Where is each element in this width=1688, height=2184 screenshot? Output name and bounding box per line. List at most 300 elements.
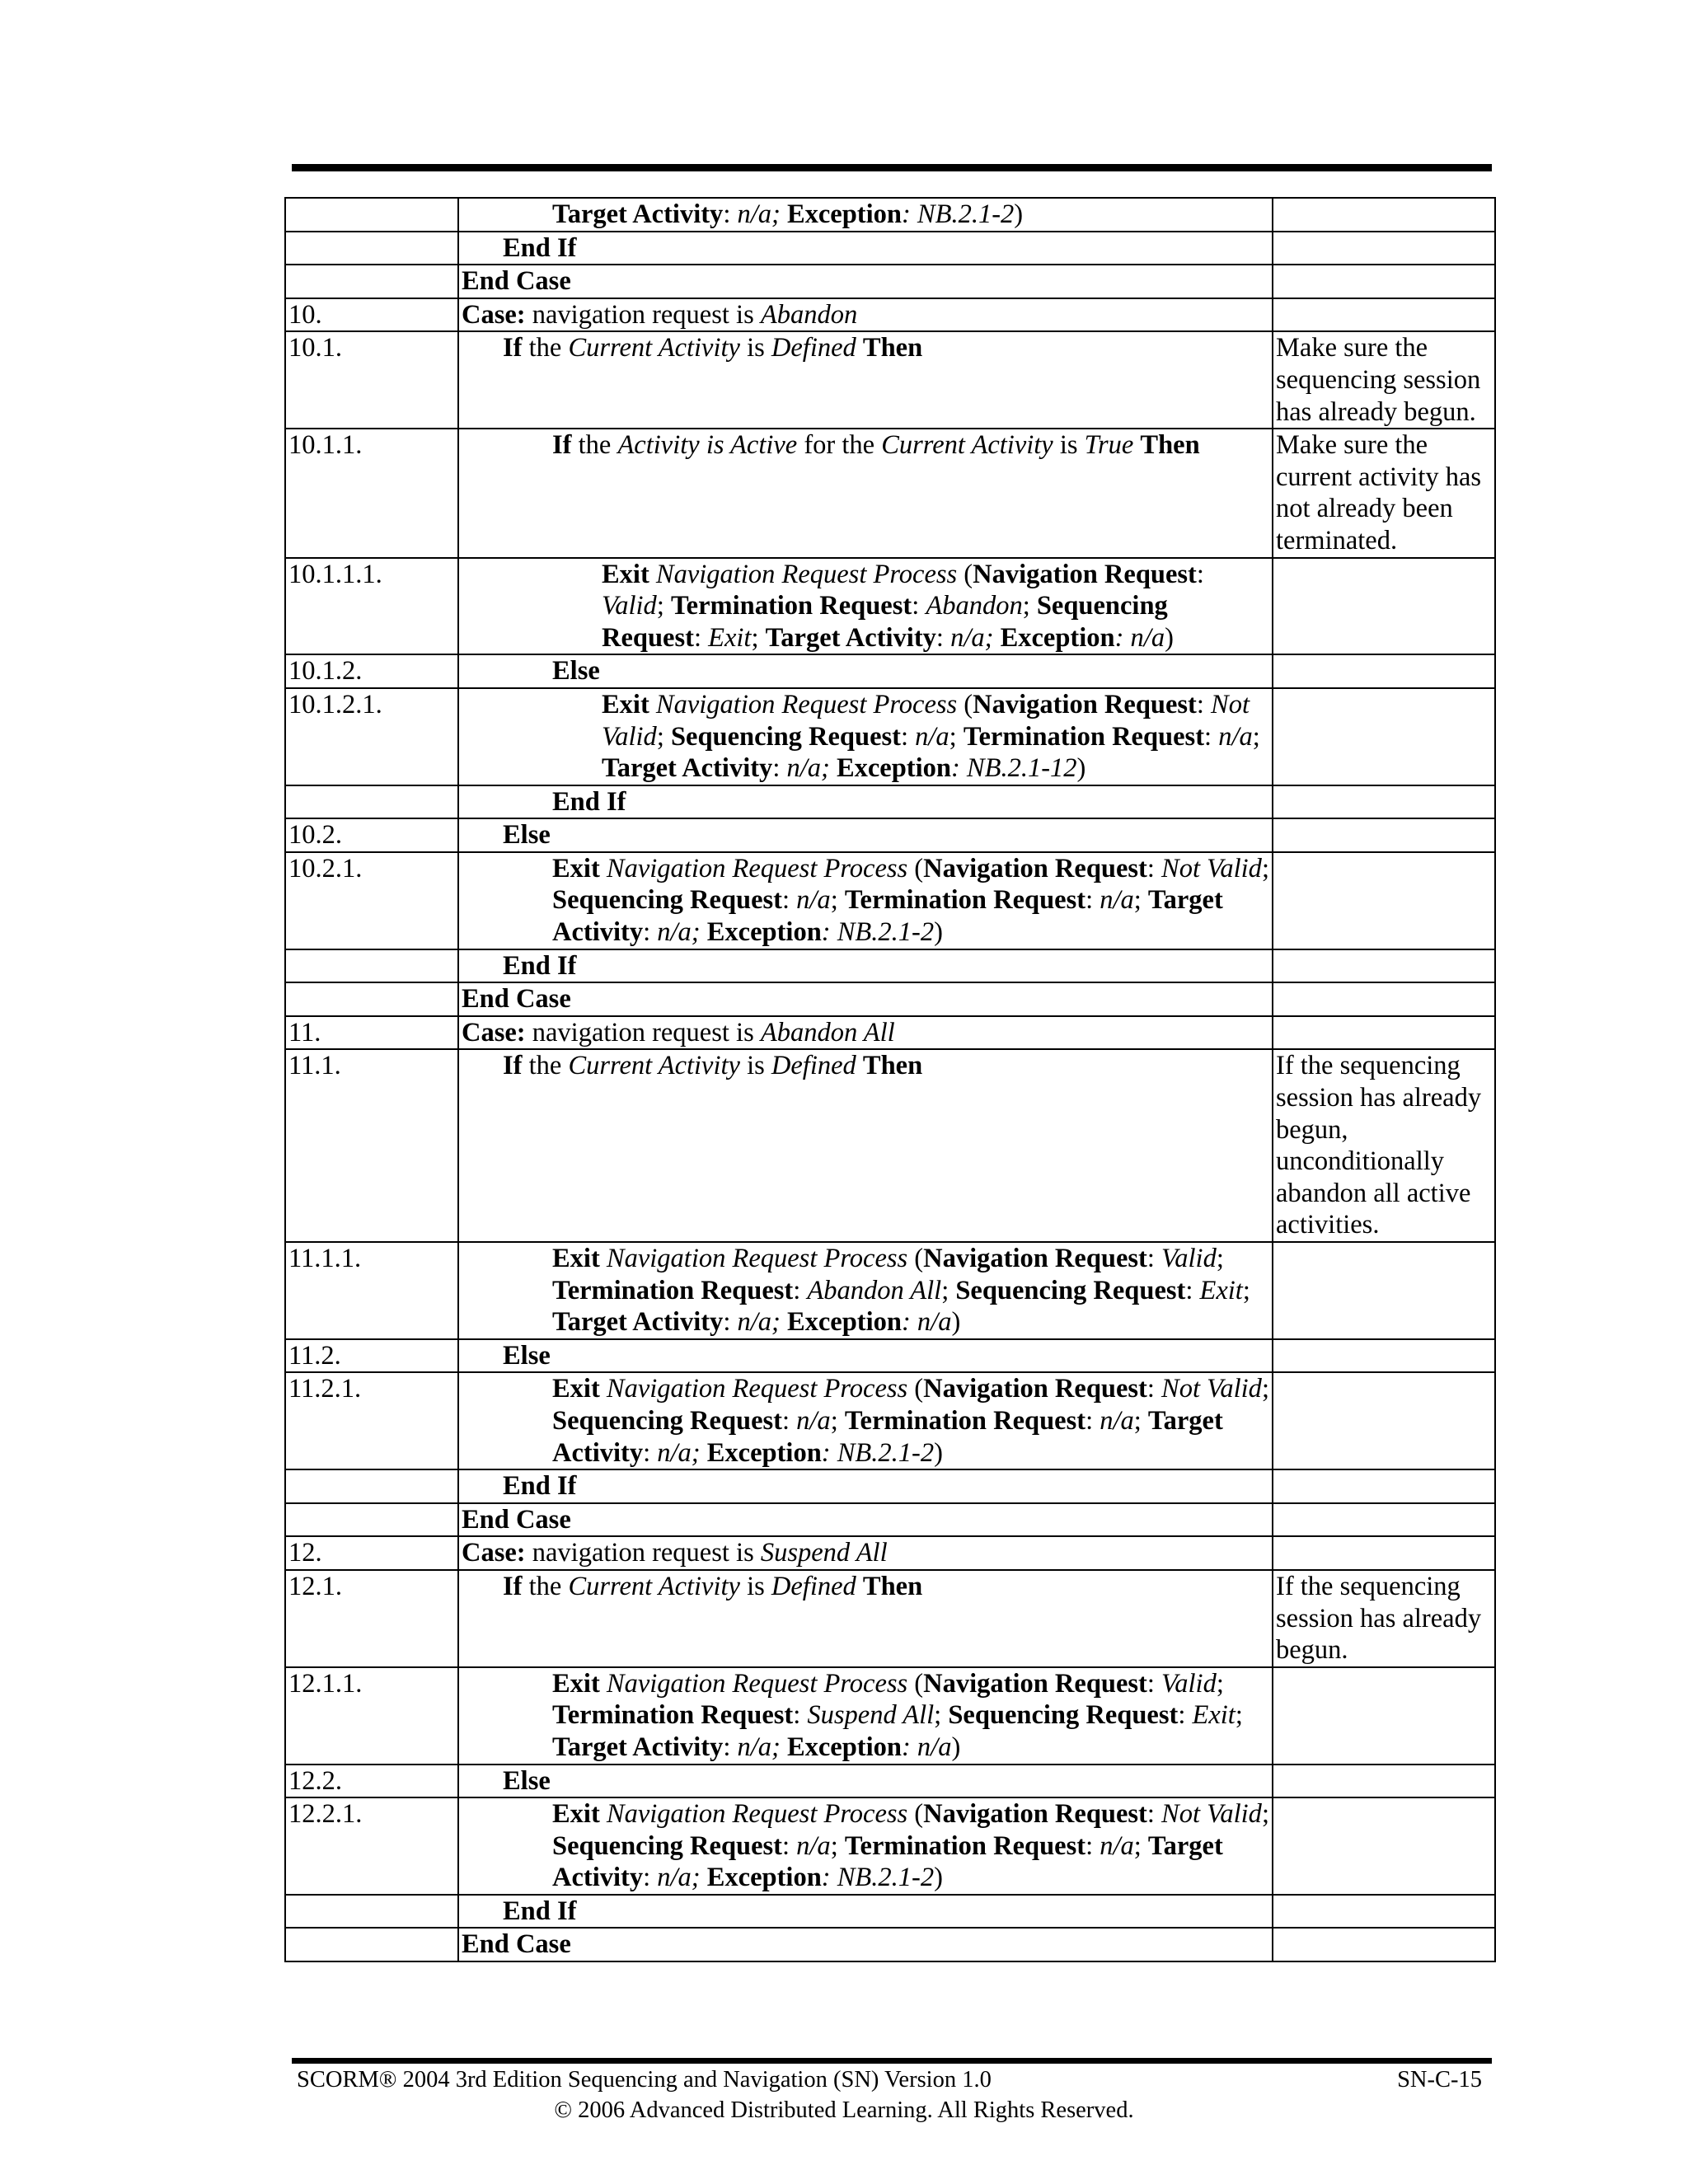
step-text-segment: Exception — [1000, 622, 1115, 653]
step-comment — [1273, 298, 1495, 332]
step-text-segment — [856, 1051, 863, 1080]
step-text-segment — [701, 1863, 707, 1892]
step-text-segment: ; — [1252, 721, 1260, 752]
step-text-segment: Termination Request — [844, 885, 1086, 916]
footer-document-title: SCORM® 2004 3rd Edition Sequencing and Navigation (SN) Version 1.0 — [297, 2067, 992, 2093]
step-description — [458, 982, 1273, 1016]
step-text-segment: n/a; — [657, 1863, 701, 1893]
step-description — [458, 688, 1273, 785]
step-text-segment: : — [643, 917, 658, 948]
step-text-segment: is — [739, 333, 771, 363]
step-description — [458, 558, 1273, 655]
step-text-segment: ; — [1242, 1275, 1250, 1305]
step-number: 12.2.1. — [285, 1797, 458, 1895]
step-text-segment: Sequencing Request — [602, 591, 1168, 653]
step-number: 11.2.1. — [285, 1372, 458, 1469]
step-text-segment: Current Activity — [568, 1571, 740, 1601]
step-text-segment: : — [793, 1700, 808, 1731]
step-text-segment: navigation request is — [525, 1538, 761, 1568]
step-text-segment — [649, 560, 656, 589]
step-text-segment: ; — [1133, 1405, 1148, 1436]
step-text-segment: Abandon — [760, 299, 858, 330]
step-text-segment: Exit — [552, 1374, 600, 1404]
step-text-segment: : — [900, 721, 916, 752]
step-text-segment: ( — [907, 1374, 924, 1404]
step-number: 12. — [285, 1536, 458, 1570]
step-text-segment: Sequencing Request — [670, 721, 901, 752]
step-text-segment — [600, 1244, 607, 1273]
step-text-segment: Defined — [771, 1571, 856, 1601]
step-text-segment: ; — [656, 591, 671, 621]
step-number: 10.1.1.1. — [285, 558, 458, 655]
step-text-segment: n/a — [1100, 1405, 1134, 1436]
step-comment — [1273, 1469, 1495, 1503]
step-text-segment: If — [552, 430, 572, 461]
step-text-segment: Exit — [552, 1668, 600, 1699]
step-text-segment: Termination Request — [552, 1275, 794, 1305]
step-text-segment: is — [739, 1571, 771, 1601]
step-description — [458, 785, 1273, 819]
step-text — [462, 1765, 1272, 1797]
step-description — [458, 1797, 1273, 1895]
step-text-segment: Suspend All — [807, 1700, 935, 1731]
step-comment — [1273, 688, 1495, 785]
step-text-segment: ; — [1216, 1668, 1224, 1699]
step-text-segment: Abandon All — [760, 1017, 895, 1047]
step-number — [285, 1928, 458, 1961]
step-text-segment — [701, 1438, 707, 1468]
step-number — [285, 232, 458, 265]
step-number — [285, 1503, 458, 1537]
step-text-segment: navigation request is — [525, 1017, 761, 1047]
step-text-segment: ; — [1022, 591, 1037, 621]
step-text-segment: Not Valid — [1161, 853, 1262, 883]
step-text-segment: ; — [1261, 1799, 1269, 1830]
step-text-segment: : — [1196, 689, 1212, 719]
step-text-segment: ; — [941, 1275, 956, 1305]
step-text-segment: : NB.2.1-2 — [821, 917, 935, 948]
table-row — [285, 654, 1495, 688]
step-text-segment: Navigation Request Process — [606, 1374, 908, 1404]
step-text-segment: Valid — [602, 591, 657, 621]
step-text-segment: Termination Request — [552, 1700, 794, 1731]
step-text-segment: Current Activity — [881, 430, 1053, 461]
step-description — [458, 1765, 1273, 1798]
step-text-segment: Navigation Request — [923, 1244, 1147, 1273]
step-text — [462, 1340, 1272, 1372]
step-text-segment: Navigation Request Process — [606, 1244, 908, 1273]
step-number: 11.2. — [285, 1339, 458, 1373]
table-row — [285, 265, 1495, 298]
step-description — [458, 818, 1273, 852]
step-text-segment: : n/a — [901, 1732, 952, 1762]
step-description — [458, 1469, 1273, 1503]
step-number: 12.2. — [285, 1765, 458, 1798]
step-comment — [1273, 232, 1495, 265]
step-text — [462, 199, 1272, 231]
step-comment — [1273, 1536, 1495, 1570]
step-text-segment: Target Activity — [552, 1830, 1223, 1893]
step-text-segment: Target Activity — [602, 753, 773, 784]
step-comment — [1273, 949, 1495, 983]
step-text-segment: Exception — [786, 199, 902, 229]
step-text-segment: Exit — [552, 1799, 600, 1830]
step-text-segment: : NB.2.1-2 — [821, 1437, 935, 1468]
table-row — [285, 1765, 1495, 1798]
step-description — [458, 232, 1273, 265]
step-text-segment: ) — [934, 1863, 943, 1893]
step-comment — [1273, 265, 1495, 298]
table-body — [285, 198, 1495, 1961]
step-text-segment: n/a — [796, 1830, 831, 1861]
step-text-segment: Then — [1140, 430, 1200, 461]
step-text — [462, 950, 1272, 982]
step-description — [458, 1503, 1273, 1537]
step-description — [458, 429, 1273, 557]
step-number: 11.1.1. — [285, 1242, 458, 1339]
step-text-segment: Navigation Request — [923, 1374, 1147, 1404]
table-row — [285, 1570, 1495, 1667]
step-text-segment: : — [1085, 1405, 1100, 1436]
step-text-segment: ( — [907, 1668, 924, 1699]
step-text-segment: Else — [503, 1340, 551, 1371]
step-text-segment: Exception — [786, 1732, 902, 1762]
step-text-segment — [781, 1732, 787, 1762]
step-text-segment: ) — [951, 1732, 961, 1762]
step-number — [285, 982, 458, 1016]
step-number: 10.2.1. — [285, 852, 458, 949]
step-text-segment: : — [782, 1405, 797, 1436]
step-comment — [1273, 1667, 1495, 1765]
step-description — [458, 1372, 1273, 1469]
step-description — [458, 298, 1273, 332]
step-text — [462, 1017, 1272, 1049]
footer-copyright: © 2006 Advanced Distributed Learning. All Rights Reserved. — [554, 2097, 1134, 2123]
step-text-segment: ; — [1235, 1700, 1243, 1731]
step-text-segment: : — [1146, 1374, 1162, 1404]
table-row — [285, 1372, 1495, 1469]
step-text-segment: Abandon All — [807, 1275, 942, 1305]
step-text-segment: Target Activity — [765, 622, 936, 653]
step-description — [458, 1339, 1273, 1373]
step-text-segment — [993, 623, 1000, 653]
step-description — [458, 1049, 1273, 1242]
step-text-segment: ; — [656, 721, 671, 752]
step-comment: If the sequencing session has already begun, unconditionally abandon all active activities. — [1273, 1049, 1495, 1242]
step-text-segment: End If — [503, 1896, 577, 1926]
table-row — [285, 1339, 1495, 1373]
step-comment — [1273, 1242, 1495, 1339]
step-text-segment: n/a — [1100, 1830, 1134, 1861]
step-text-segment: Then — [862, 333, 923, 363]
step-text-segment — [701, 917, 707, 947]
step-text-segment: : — [782, 885, 797, 916]
step-text-segment: : — [643, 1437, 658, 1468]
step-text-segment: ) — [1165, 622, 1174, 653]
step-description — [458, 331, 1273, 429]
step-text — [462, 983, 1272, 1015]
step-text-segment — [856, 333, 863, 363]
step-text-segment: True — [1084, 430, 1134, 461]
step-comment — [1273, 818, 1495, 852]
step-text-segment: ) — [934, 1437, 943, 1468]
step-text-segment: ( — [907, 1799, 924, 1830]
step-text-segment: Current Activity — [568, 333, 740, 363]
step-comment: If the sequencing session has already begun. — [1273, 1570, 1495, 1667]
table-row — [285, 1049, 1495, 1242]
step-text — [462, 1896, 1272, 1928]
step-text-segment — [600, 1374, 607, 1404]
step-text-segment: Current Activity — [568, 1051, 740, 1081]
step-text-segment: Case: — [462, 299, 526, 330]
step-text-segment: Suspend All — [760, 1538, 888, 1568]
table-row — [285, 785, 1495, 819]
step-text — [462, 655, 1272, 687]
step-text-segment: Then — [862, 1571, 923, 1601]
step-number: 10.1.2. — [285, 654, 458, 688]
step-text-segment: ; — [934, 1700, 949, 1731]
step-text-segment: n/a — [1218, 721, 1253, 752]
step-text-segment: Exit — [1192, 1700, 1236, 1731]
table-row — [285, 1667, 1495, 1765]
step-text-segment: n/a — [915, 721, 950, 752]
table-row — [285, 852, 1495, 949]
step-text-segment: End Case — [462, 1504, 571, 1535]
step-text-segment: Exit — [602, 559, 649, 589]
step-text-segment: Navigation Request — [923, 1668, 1147, 1699]
table-row — [285, 1016, 1495, 1050]
step-text-segment: Termination Request — [670, 591, 912, 621]
step-number — [285, 785, 458, 819]
step-number — [285, 265, 458, 298]
step-text-segment: Sequencing Request — [552, 885, 782, 916]
step-text-segment: : — [723, 1732, 738, 1762]
step-number: 10. — [285, 298, 458, 332]
step-text-segment: : — [1146, 1244, 1162, 1273]
step-text-segment — [600, 1799, 607, 1829]
step-number — [285, 1469, 458, 1503]
step-text-segment: Navigation Request — [973, 559, 1197, 589]
step-text-segment: n/a; — [786, 753, 830, 784]
step-text-segment: : — [1178, 1700, 1193, 1731]
step-text-segment: Target Activity — [552, 1307, 724, 1338]
step-text-segment: Else — [503, 820, 551, 851]
step-text-segment: ; — [830, 1405, 845, 1436]
step-text-segment: n/a; — [737, 1307, 781, 1338]
step-number — [285, 949, 458, 983]
step-text-segment: ; — [949, 721, 964, 752]
step-text — [462, 265, 1272, 298]
step-text — [462, 1668, 1272, 1764]
step-text-segment: is — [739, 1051, 771, 1081]
table-row — [285, 688, 1495, 785]
table-row — [285, 1503, 1495, 1537]
table-row — [285, 558, 1495, 655]
step-text-segment: Target Activity — [552, 1405, 1223, 1468]
step-text-segment: End If — [503, 1471, 577, 1502]
step-text-segment: : — [1146, 1799, 1162, 1830]
step-text-segment: ) — [934, 917, 943, 948]
table-row — [285, 1797, 1495, 1895]
step-text-segment: Exit — [552, 1244, 600, 1273]
step-text-segment: Else — [503, 1765, 551, 1796]
step-text-segment: End Case — [462, 1929, 571, 1960]
step-text-segment: Exception — [706, 917, 822, 948]
step-number: 10.1. — [285, 331, 458, 429]
step-text-segment: ) — [1076, 753, 1086, 784]
step-number: 10.2. — [285, 818, 458, 852]
step-description — [458, 265, 1273, 298]
step-text — [462, 1571, 1272, 1603]
step-text-segment: Navigation Request — [973, 689, 1197, 719]
step-text — [462, 689, 1272, 785]
step-number: 12.1.1. — [285, 1667, 458, 1765]
step-comment — [1273, 1372, 1495, 1469]
step-text-segment: Exit — [552, 853, 600, 883]
step-comment — [1273, 785, 1495, 819]
step-text-segment — [649, 690, 656, 719]
step-text-segment: Abandon — [926, 591, 1023, 621]
step-text-segment: Activity is Active — [617, 430, 798, 461]
step-text — [462, 1929, 1272, 1961]
step-text-segment: : — [1204, 721, 1219, 752]
step-number: 11.1. — [285, 1049, 458, 1242]
footer-page-number: SN-C-15 — [1397, 2067, 1482, 2093]
step-text-segment: Target Activity — [552, 885, 1223, 948]
step-comment — [1273, 1797, 1495, 1895]
step-text-segment: n/a — [796, 885, 831, 916]
step-comment — [1273, 1016, 1495, 1050]
step-description — [458, 1895, 1273, 1929]
step-text-segment: : — [772, 753, 787, 784]
table-row — [285, 1895, 1495, 1929]
step-text-segment: Navigation Request Process — [655, 689, 958, 719]
step-text-segment: ( — [957, 559, 973, 589]
step-text-segment: Navigation Request — [923, 853, 1147, 883]
step-text-segment: the — [571, 430, 618, 461]
table-row — [285, 818, 1495, 852]
step-description — [458, 852, 1273, 949]
step-text-segment: ; — [1216, 1244, 1224, 1273]
step-comment — [1273, 1895, 1495, 1929]
step-text-segment: the — [522, 1571, 569, 1601]
step-description — [458, 1536, 1273, 1570]
step-text — [462, 819, 1272, 851]
step-description — [458, 1242, 1273, 1339]
step-text — [462, 332, 1272, 364]
step-text-segment: is — [1053, 430, 1085, 461]
step-number: 11. — [285, 1016, 458, 1050]
step-text-segment: Else — [552, 656, 600, 687]
table-row — [285, 1242, 1495, 1339]
step-text-segment: n/a — [796, 1405, 831, 1436]
step-text-segment: Not Valid — [602, 689, 1250, 752]
step-description — [458, 654, 1273, 688]
step-text-segment: Exception — [706, 1437, 822, 1468]
step-text-segment: for the — [797, 430, 882, 461]
footer-rule — [292, 2058, 1492, 2064]
step-text-segment: End If — [552, 786, 626, 817]
table-row — [285, 232, 1495, 265]
step-text-segment: the — [522, 1051, 569, 1081]
step-text-segment: If — [503, 1051, 523, 1081]
step-text-segment: Sequencing Request — [948, 1700, 1179, 1731]
step-text — [462, 853, 1272, 949]
step-text-segment: ) — [951, 1307, 961, 1338]
step-text-segment: ( — [957, 689, 973, 719]
step-text-segment: : — [723, 199, 738, 229]
step-number — [285, 198, 458, 232]
step-text-segment: ; — [830, 885, 845, 916]
step-text — [462, 1050, 1272, 1082]
step-text-segment: Valid — [1161, 1668, 1217, 1699]
step-text-segment: : — [1085, 1830, 1100, 1861]
step-text-segment: Then — [862, 1051, 923, 1081]
step-text-segment: If — [503, 1571, 523, 1601]
step-text — [462, 1504, 1272, 1536]
step-text-segment: Target Activity — [552, 199, 724, 229]
step-text-segment: End If — [503, 232, 577, 263]
table-row — [285, 949, 1495, 983]
step-text-segment: Termination Request — [963, 721, 1205, 752]
step-text-segment: n/a — [1100, 885, 1134, 916]
step-comment — [1273, 558, 1495, 655]
step-text-segment: End If — [503, 950, 577, 981]
step-text-segment: : NB.2.1-2 — [901, 199, 1015, 229]
step-text-segment: Navigation Request — [923, 1799, 1147, 1830]
step-text-segment: Exception — [786, 1307, 902, 1338]
step-text-segment: Not Valid — [1161, 1374, 1262, 1404]
table-row — [285, 298, 1495, 332]
step-text-segment: : n/a — [901, 1307, 952, 1338]
step-text-segment — [856, 1572, 863, 1601]
step-text-segment: ( — [907, 1244, 924, 1273]
step-number: 10.1.1. — [285, 429, 458, 557]
step-text-segment: If — [503, 333, 523, 363]
table-row — [285, 331, 1495, 429]
step-text-segment: Case: — [462, 1538, 526, 1568]
table-row — [285, 982, 1495, 1016]
step-text-segment: Exit — [602, 689, 649, 719]
step-text-segment: : NB.2.1-12 — [950, 753, 1077, 784]
header-rule — [292, 164, 1492, 171]
step-description — [458, 949, 1273, 983]
step-text-segment: : — [935, 622, 951, 653]
step-text-segment: : — [782, 1830, 797, 1861]
step-text-segment: : — [1085, 885, 1100, 916]
step-text-segment: Navigation Request Process — [606, 853, 908, 883]
step-text-segment: Navigation Request Process — [606, 1799, 908, 1830]
step-text-segment — [830, 753, 837, 783]
step-text-segment: ; — [1261, 853, 1269, 883]
step-text — [462, 299, 1272, 331]
step-comment: Make sure the sequencing session has already begun. — [1273, 331, 1495, 429]
step-comment — [1273, 1765, 1495, 1798]
step-comment — [1273, 1339, 1495, 1373]
step-text-segment: Defined — [771, 333, 856, 363]
step-text-segment: Case: — [462, 1017, 526, 1047]
step-text-segment: Sequencing Request — [955, 1275, 1186, 1305]
table-row — [285, 1536, 1495, 1570]
step-text-segment: Defined — [771, 1051, 856, 1081]
step-text-segment: Exit — [1199, 1275, 1243, 1305]
step-text-segment: : n/a — [1114, 622, 1165, 653]
step-text-segment: n/a; — [657, 917, 701, 948]
step-number: 12.1. — [285, 1570, 458, 1667]
step-text-segment: : — [1196, 559, 1204, 589]
step-description — [458, 1667, 1273, 1765]
table-row — [285, 1928, 1495, 1961]
